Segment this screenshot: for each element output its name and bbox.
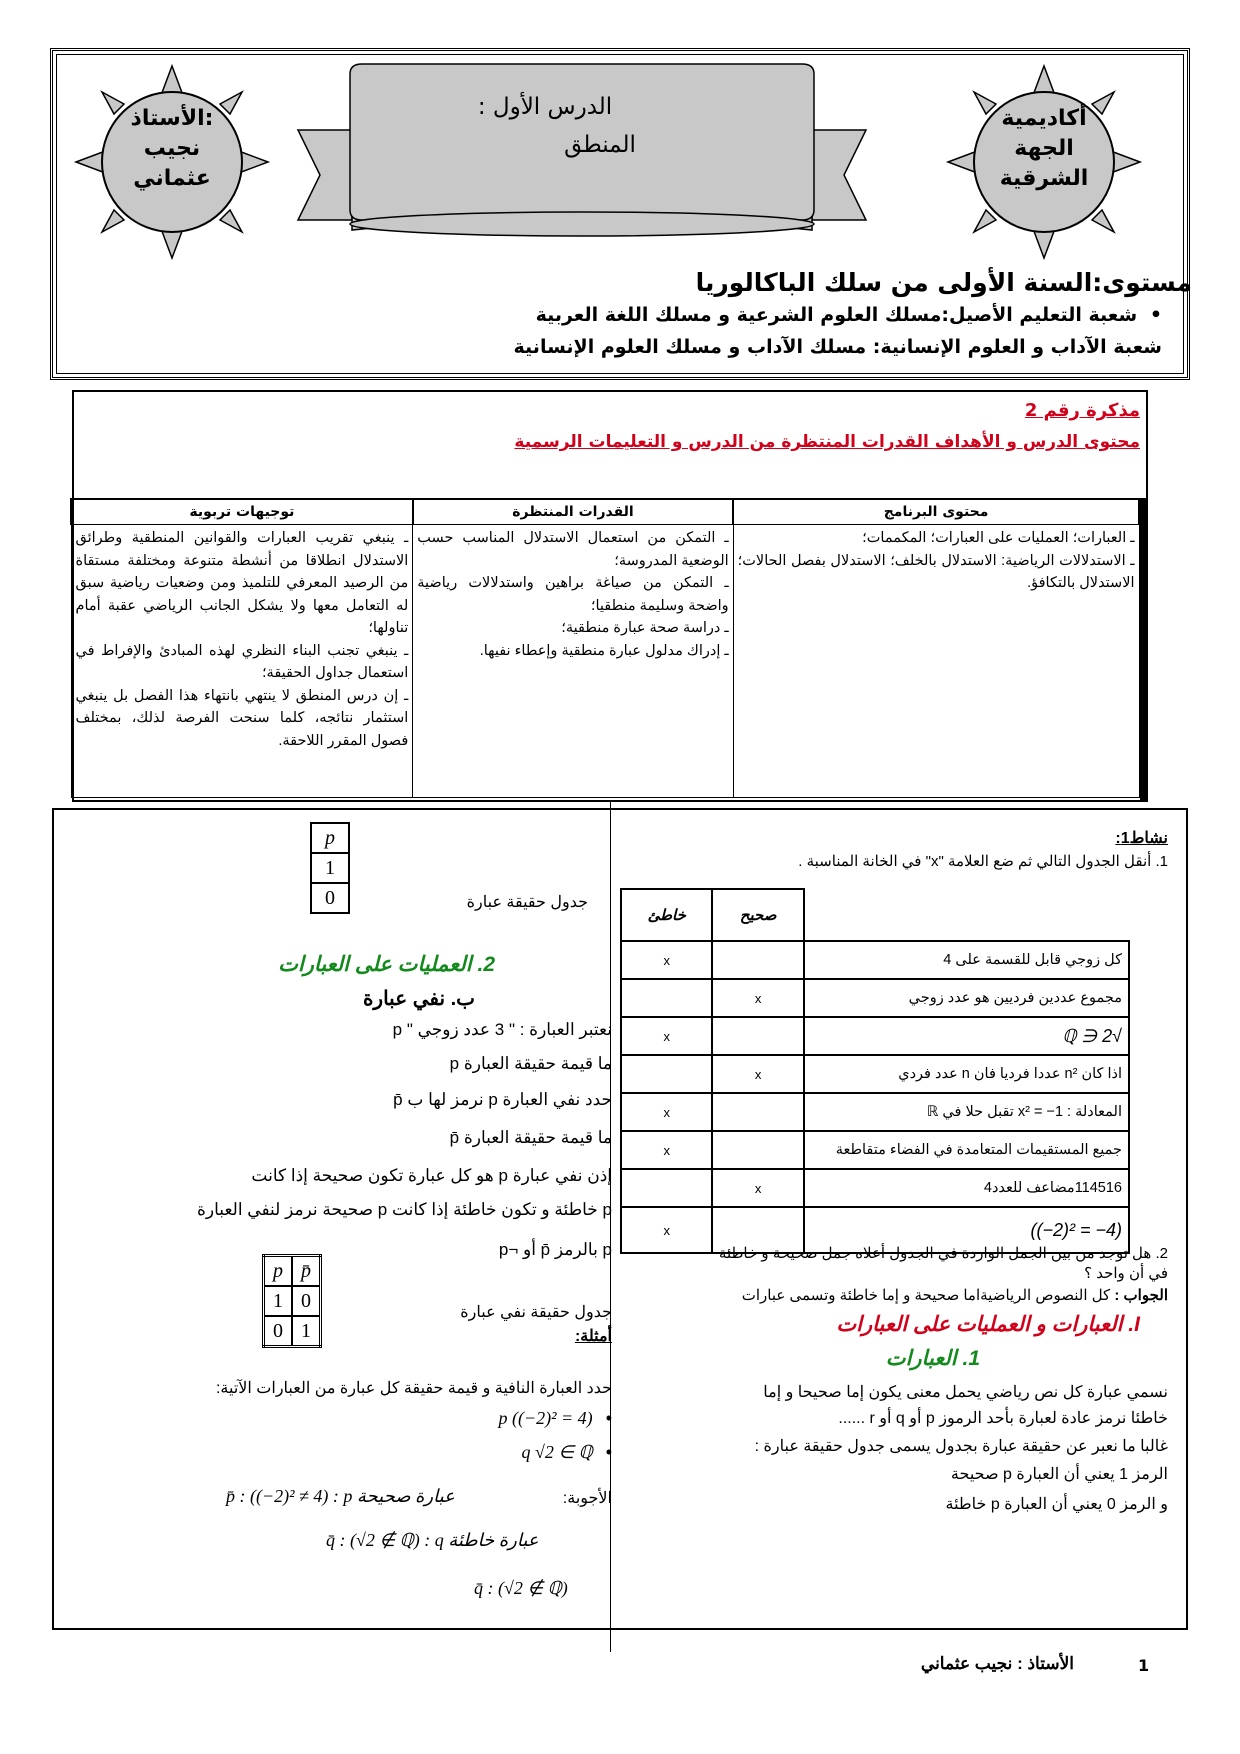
true-mark-cell	[712, 941, 803, 979]
statement-cell: اذا كان n² عددا فرديا فان n عدد فردي	[804, 1055, 1129, 1093]
memo-title: مذكرة رقم 2	[1024, 400, 1140, 421]
program-table	[70, 498, 1140, 798]
statement-cell: المعادلة : x² = −1 تقبل حلا في ℝ	[804, 1093, 1129, 1131]
branch-1-text: شعبة التعليم الأصيل:مسلك العلوم الشرعية و مسلك اللغة العربية	[535, 304, 1138, 326]
false-mark-cell	[621, 1055, 712, 1093]
branch-line-1	[536, 304, 1162, 326]
header-expected-abilities: القدرات المنتظرة	[413, 499, 733, 525]
answer-line: q̄ : (√2 ∉ ℚ) : q عبارة خاطئة	[326, 1530, 539, 1550]
table-row	[621, 1093, 1129, 1131]
definition-line: غالبا ما نعبر عن حقيقة عبارة بجدول يسمى جدول حقيقة عبارة :	[754, 1438, 1168, 1455]
activity-title: نشاط1:	[1115, 830, 1168, 847]
examples-label: أمثلة:	[574, 1328, 612, 1345]
ability-item: ـ التمكن من صياغة براهين واستدلالات رياضية واضحة وسليمة منطقيا؛	[417, 575, 729, 614]
level-line: مستوى:السنة الأولى من سلك الباكالوريا	[695, 268, 1192, 297]
true-mark-cell	[712, 1131, 803, 1169]
negation-line: نعتبر العبارة : " 3 عدد زوجي " p	[392, 1020, 612, 1039]
teacher-last-name: عثماني	[133, 166, 211, 191]
definition-line: و الرمز 0 يعني أن العبارة p خاطئة	[945, 1496, 1168, 1513]
branch-line-2: شعبة الآداب و العلوم الإنسانية: مسلك الآداب و مسلك العلوم الإنسانية	[513, 336, 1162, 358]
bullet-icon: •	[1149, 304, 1162, 326]
table-row	[621, 1131, 1129, 1169]
teacher-label: الأستاذ:	[130, 106, 214, 131]
negation-line: إذن نفي عبارة p هو كل عبارة تكون صحيحة إذا كانت	[251, 1166, 612, 1185]
lesson-banner-text	[360, 88, 800, 164]
truth-table-cell: 1	[311, 853, 349, 883]
bullet-icon: •	[605, 1442, 612, 1462]
truth-table	[310, 822, 350, 914]
academy-line-2: الجهة	[1014, 136, 1074, 161]
negation-truth-table	[262, 1254, 322, 1348]
answer-line: q̄ : (√2 ∉ ℚ)	[474, 1578, 568, 1598]
neg-table-cell: 0	[264, 1316, 293, 1347]
page-number: 1	[1138, 1656, 1150, 1675]
negation-line: ما قيمة حقيقة العبارة p	[449, 1054, 612, 1073]
false-mark-cell	[621, 1169, 712, 1207]
activity-question-2-cont: في أن واحد ؟	[1084, 1265, 1168, 1282]
guidance-item: ـ ينبغي تقريب العبارات والقوانين المنطقية وطرائق الاستدلال انطلاقا من أنشطة متنوعة ومختلفة مستقاة من الرصيد المعرفي للتلميذ ومن وضعيات رياضية سبق له التعامل معها ولا يشكل الجانب الرياضي عقبة أمام تناولها؛	[75, 530, 409, 636]
false-mark-cell: x	[621, 1093, 712, 1131]
activity-question-1: 1. أنقل الجدول التالي ثم ضع العلامة "x" في الخانة المناسبة .	[798, 853, 1168, 870]
true-mark-cell	[712, 1093, 803, 1131]
example-1-text: p ((−2)² = 4)	[498, 1408, 593, 1428]
section-2-title: 2. العمليات على العبارات	[278, 953, 495, 976]
ability-item: ـ التمكن من استعمال الاستدلال المناسب حسب الوضعية المدروسة؛	[417, 530, 729, 569]
column-divider	[610, 802, 611, 1652]
table-row	[621, 979, 1129, 1017]
neg-table-header-not-p: p̄	[292, 1256, 321, 1287]
activity-answer	[742, 1286, 1168, 1304]
true-mark-cell: x	[712, 979, 803, 1017]
table-row	[621, 1055, 1129, 1093]
false-mark-cell: x	[621, 1017, 712, 1055]
bullet-icon: •	[605, 1408, 612, 1428]
answers-label: الأجوبة:	[562, 1490, 612, 1507]
statement-cell: كل زوجي قابل للقسمة على 4	[804, 941, 1129, 979]
academy-badge-text	[964, 104, 1124, 194]
footer-author: الأستاذ : نجيب عثماني	[920, 1654, 1074, 1673]
definition-line: خاطئا نرمز عادة لعبارة بأحد الرموز p أو q أو r ......	[838, 1410, 1168, 1427]
table-row	[621, 1169, 1129, 1207]
activity-question-2: 2. هل توجد من بين الجمل الواردة في الجدول أعلاه جمل صحيحة و خاطئة	[718, 1245, 1168, 1262]
false-mark-cell: x	[621, 1131, 712, 1169]
ability-item: ـ إدراك مدلول عبارة منطقية وإعطاء نفيها.	[479, 642, 729, 659]
neg-table-cell: 1	[264, 1286, 293, 1316]
negation-table-label: جدول حقيقة نفي عبارة	[460, 1304, 612, 1321]
statement-cell: 114516مضاعف للعدد4	[804, 1169, 1129, 1207]
table-row	[621, 1017, 1129, 1055]
statement-cell: ((−2)² = −4)	[804, 1207, 1129, 1253]
activity-table	[620, 888, 1130, 1254]
program-content-cell	[733, 525, 1139, 798]
truth-table-cell: 0	[311, 883, 349, 913]
col-true-header: صحيح	[712, 889, 803, 941]
program-content-item: ـ الاستدلالات الرياضية: الاستدلال بالخلف؛ الاستدلال بفصل الحالات؛ الاستدلال بالتكافؤ.	[737, 552, 1135, 591]
neg-table-cell: 0	[292, 1286, 321, 1316]
answer-text: كل النصوص الرياضيةاما صحيحة و إما خاطئة وتسمى عبارات	[741, 1287, 1111, 1304]
program-content-item: ـ العبارات؛ العمليات على العبارات؛ المكممات؛	[862, 530, 1135, 546]
guidance-item: ـ ينبغي تجنب البناء النظري لهذه المبادئ والإفراط في استعمال جداول الحقيقة؛	[75, 642, 409, 681]
statement-cell: مجموع عددين فرديين هو عدد زوجي	[804, 979, 1129, 1017]
negation-line: ما قيمة حقيقة العبارة p̄	[449, 1128, 612, 1147]
answer-label: الجواب :	[1114, 1287, 1168, 1304]
table-row	[621, 941, 1129, 979]
neg-table-cell: 1	[292, 1316, 321, 1347]
truth-table-header: p	[311, 823, 349, 853]
definition-line: نسمي عبارة كل نص رياضي يحمل معنى يكون إما صحيحا و إما	[763, 1384, 1168, 1401]
example-1	[499, 1408, 613, 1429]
definition-line: الرمز 1 يعني أن العبارة p صحيحة	[950, 1466, 1168, 1483]
abilities-cell	[413, 525, 733, 798]
false-mark-cell	[621, 979, 712, 1017]
activity-corner-cell	[804, 889, 1129, 941]
col-false-header: خاطئ	[621, 889, 712, 941]
answer-line: p̄ : ((−2)² ≠ 4) : p عبارة صحيحة	[226, 1486, 455, 1506]
section-1-title: I. العبارات و العمليات على العبارات	[836, 1313, 1140, 1336]
lesson-title: الدرس الأول :	[477, 94, 613, 120]
negation-subtitle: ب. نفي عبارة	[362, 988, 475, 1010]
negation-line: حدد نفي العبارة p نرمز لها ب p̄	[393, 1090, 612, 1109]
negation-line: p خاطئة و تكون خاطئة إذا كانت p صحيحة نرمز لنفي العبارة	[197, 1200, 612, 1219]
academy-line-1: أكاديمية	[1001, 106, 1087, 131]
guidance-cell	[71, 525, 413, 798]
example-2-text: q √2 ∈ ℚ	[521, 1442, 593, 1462]
true-mark-cell: x	[712, 1169, 803, 1207]
examples-intro: حدد العبارة النافية و قيمة حقيقة كل عبارة من العبارات الآتية:	[215, 1380, 612, 1397]
program-table-edge	[1140, 498, 1146, 800]
truth-table-label: جدول حقيقة عبارة	[466, 894, 588, 911]
false-mark-cell: x	[621, 941, 712, 979]
statement-cell: √2 ∈ ℚ	[804, 1017, 1129, 1055]
false-mark-cell: x	[621, 1207, 712, 1253]
true-mark-cell: x	[712, 1055, 803, 1093]
true-mark-cell	[712, 1017, 803, 1055]
neg-table-header-p: p	[264, 1256, 293, 1287]
ability-item: ـ دراسة صحة عبارة منطقية؛	[561, 620, 729, 636]
guidance-item: ـ إن درس المنطق لا ينتهي بانتهاء هذا الفصل بل ينبغي استثمار نتائجه، كلما سنحت الفرصة لذلك، بمختلف فصول المقرر اللاحقة.	[75, 687, 409, 749]
statement-cell: جميع المستقيمات المتعامدة في الفضاء متقاطعة	[804, 1131, 1129, 1169]
memo-subtitle: محتوى الدرس و الأهداف القدرات المنتظرة من الدرس و التعليمات الرسمية	[514, 432, 1140, 452]
section-1-subtitle: 1. العبارات	[885, 1347, 980, 1370]
teacher-badge-text	[92, 104, 252, 194]
header-pedagogical-guidance: توجيهات تربوية	[71, 499, 413, 525]
example-2	[521, 1442, 612, 1463]
header-program-content: محتوى البرنامج	[733, 499, 1139, 525]
lesson-subject: المنطق	[564, 132, 636, 158]
academy-line-3: الشرقية	[999, 166, 1089, 191]
teacher-first-name: نجيب	[143, 136, 201, 161]
negation-line: p بالرمز p̄ أو ¬p	[498, 1240, 612, 1259]
